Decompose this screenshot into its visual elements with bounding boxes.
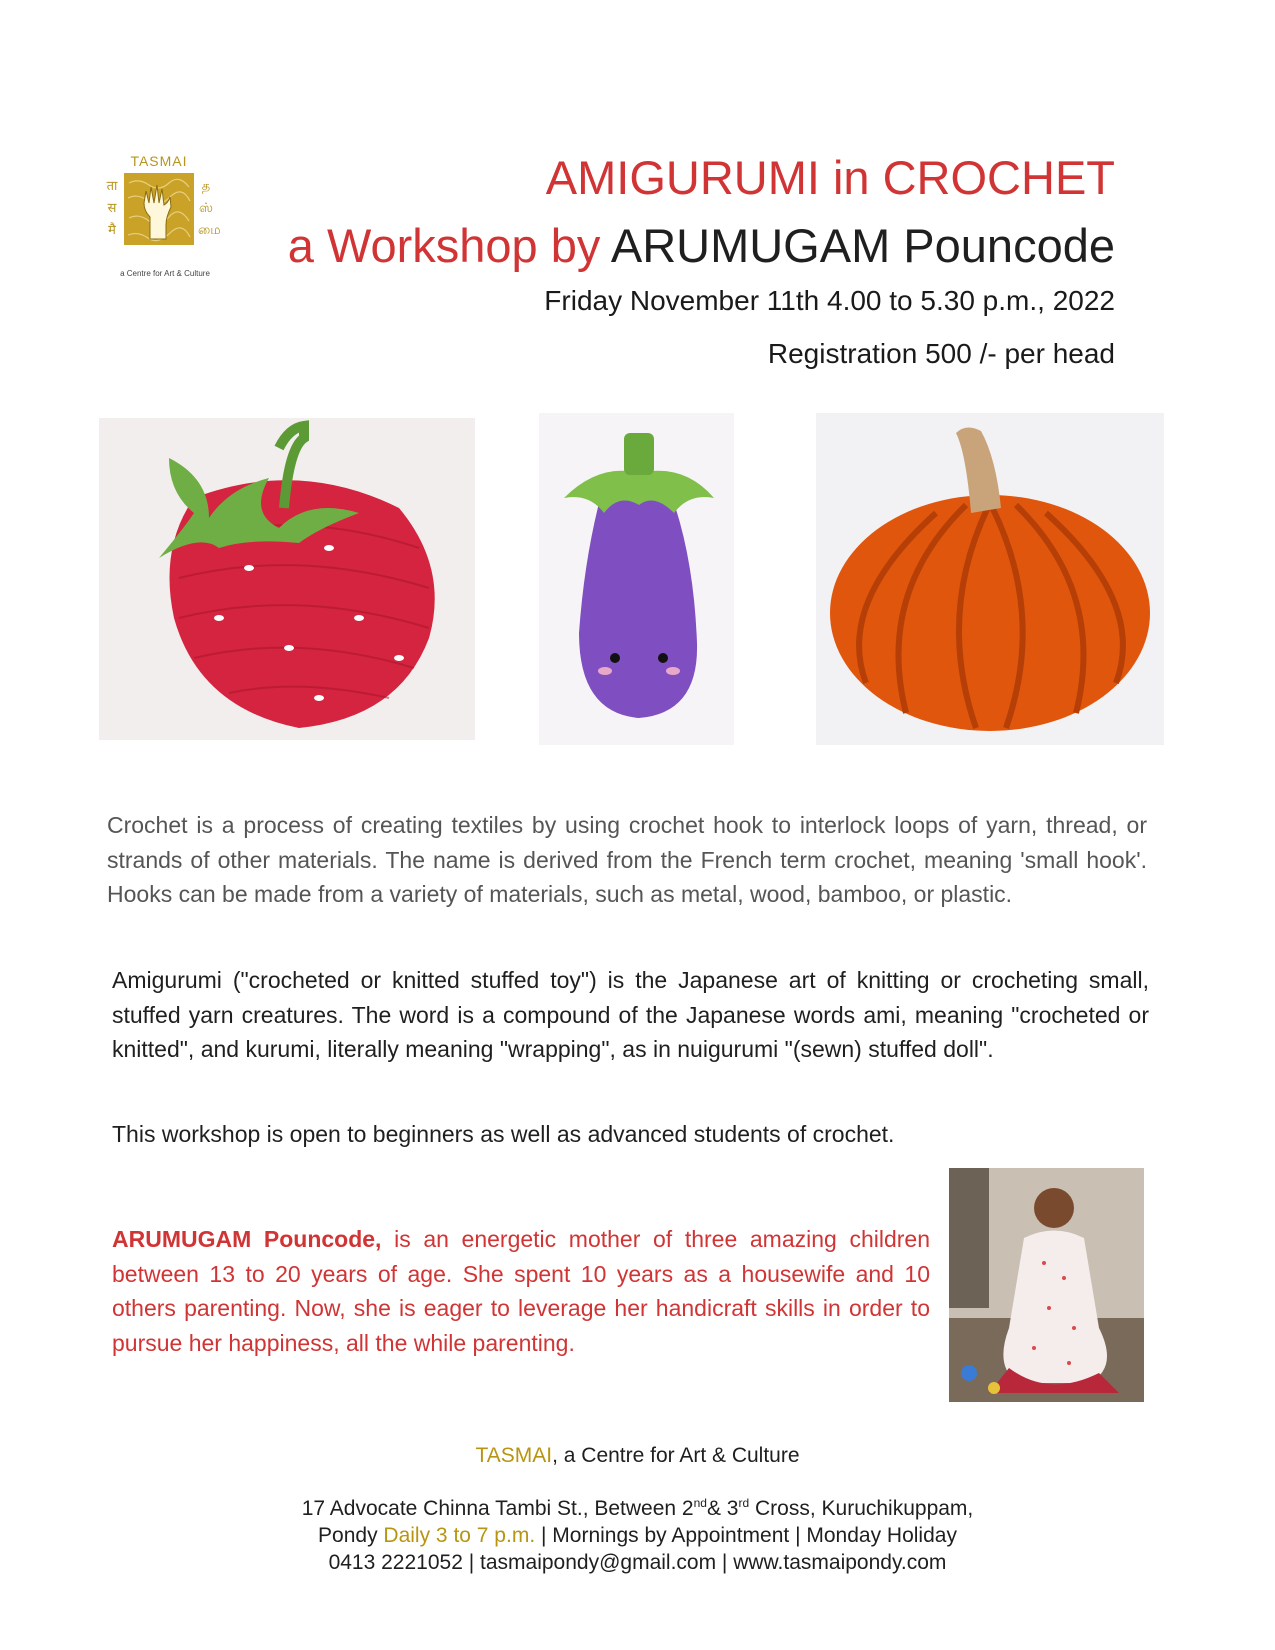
logo-brand: TASMAI	[130, 153, 188, 169]
title-workshop-by: a Workshop by	[287, 219, 611, 272]
footer-hours	[0, 1524, 1275, 1548]
title-instructor: ARUMUGAM Pouncode	[610, 219, 1115, 272]
instructor-photo	[949, 1168, 1144, 1402]
bio-name: ARUMUGAM Pouncode,	[112, 1226, 382, 1252]
address-sup-nd: nd	[693, 1496, 707, 1510]
tasmai-logo	[100, 145, 228, 280]
logo-tagline: a Centre for Art & Culture	[120, 269, 210, 278]
pumpkin-image	[816, 413, 1164, 745]
title-line-2	[288, 218, 1115, 273]
strawberry-image	[99, 418, 475, 740]
address-part-c: Cross, Kuruchikuppam,	[749, 1497, 974, 1520]
event-date: Friday November 11th 4.00 to 5.30 p.m., 2022	[544, 285, 1115, 316]
logo-script-right: த ஸ் மை	[198, 178, 221, 237]
paragraph-crochet: Crochet is a process of creating textiles by using crochet hook to interlock loops of yarn, thread, or strands of other materials. The name is derived from the French term crochet, meaning 'small hook'. Hooks can be made from a variety of materials, such as metal, wood, bamboo, or plastic.	[107, 812, 1147, 907]
footer-hours-rest: | Mornings by Appointment | Monday Holiday	[535, 1524, 957, 1547]
address-sup-rd: rd	[738, 1496, 750, 1510]
paragraph-audience: This workshop is open to beginners as well as advanced students of crochet.	[112, 1121, 895, 1147]
footer-daily-hours: Daily 3 to 7 p.m.	[383, 1524, 536, 1547]
title-line-1: AMIGURUMI in CROCHET	[545, 151, 1115, 204]
registration-fee: Registration 500 /- per head	[767, 338, 1115, 369]
footer-org-rest: , a Centre for Art & Culture	[552, 1444, 800, 1467]
footer-org-name: TASMAI	[475, 1444, 553, 1467]
address-part-a: 17 Advocate Chinna Tambi St., Between 2	[301, 1497, 694, 1520]
footer-pondy: Pondy	[318, 1524, 384, 1547]
footer-address	[0, 1497, 1275, 1521]
footer-org	[0, 1444, 1275, 1468]
eggplant-image	[539, 413, 734, 745]
bio-text: is an energetic mother of three amazing children between 13 to 20 years of age. She spent 10 years as a housewife and 10 others parenting. Now, she is eager to leverage her handicraft skills in order to pursue her happiness, all the while parenting.	[112, 1226, 930, 1356]
address-part-b: & 3	[706, 1497, 739, 1520]
instructor-bio	[112, 1222, 930, 1360]
logo-script-left: ता स मै	[106, 178, 118, 237]
footer-contact: 0413 2221052 | tasmaipondy@gmail.com | www.tasmaipondy.com	[328, 1551, 947, 1574]
logo-hand-icon	[124, 173, 194, 245]
paragraph-amigurumi: Amigurumi ("crocheted or knitted stuffed toy") is the Japanese art of knitting or crocheting small, stuffed yarn creatures. The word is a compound of the Japanese words ami, meaning "crocheted or knitted", and kurumi, literally meaning "wrapping", as in nuigurumi "(sewn) stuffed doll".	[112, 967, 1149, 1062]
